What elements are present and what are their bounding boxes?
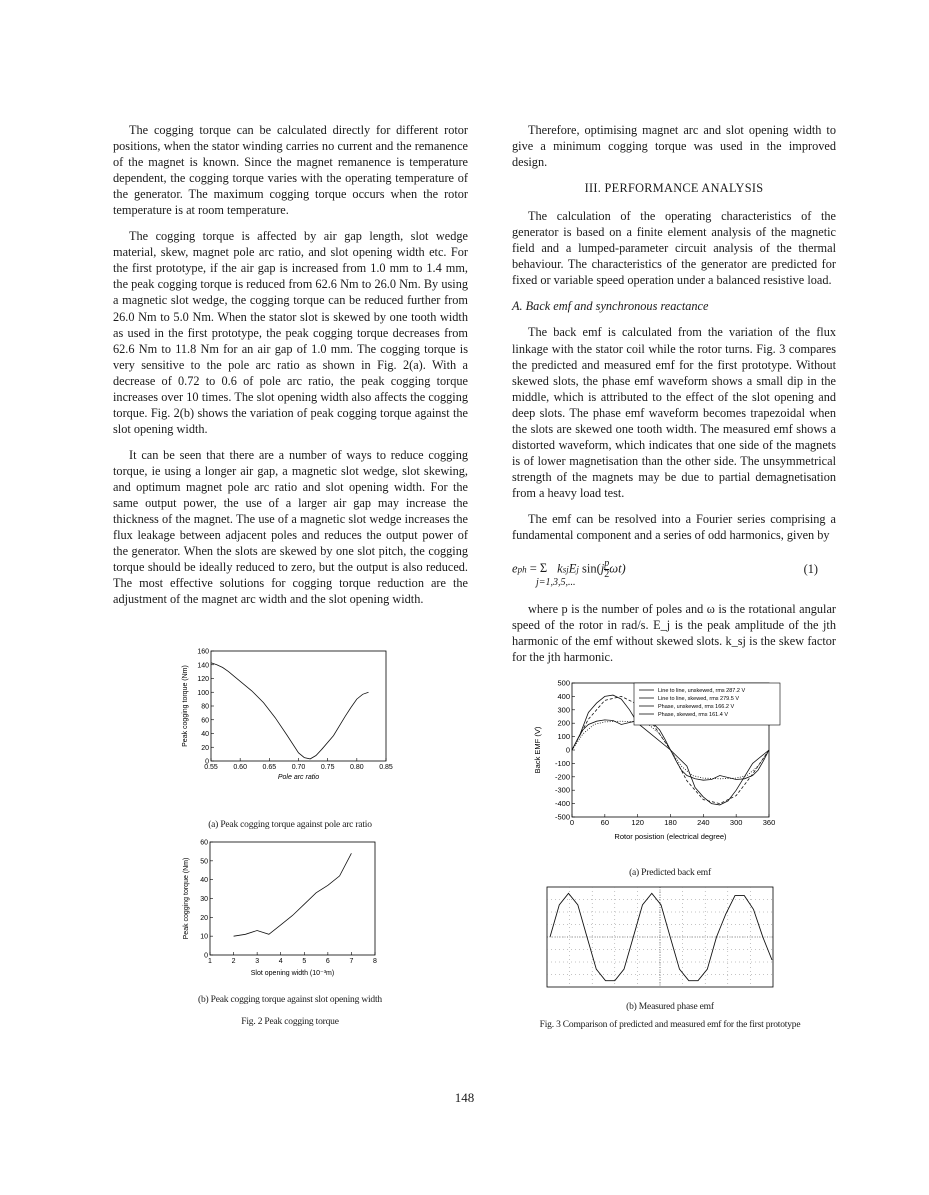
y-tick-label: 40 — [200, 877, 208, 885]
x-tick-label: 4 — [278, 958, 283, 965]
y-tick-label: 10 — [200, 933, 208, 941]
fig3a-chart — [528, 673, 803, 853]
y-tick-label: 80 — [201, 703, 209, 711]
paragraph: It can be seen that there are a number of ways to reduce cogging torque, ie using a longer air gap, a magnetic slot wedge, slot skewing, and optimum magnet pole arc ratio and slot opening width. For the same output power, the use of a larger air gap may increase the thickness of the magnet. The use of a magnetic slot wedge increases the flux leakage between adjacent poles and reduces the output power of the generator. When the slots are skewed by one slot pitch, the cogging torque should be ideally reduced to zero, but the output is also reduced. The most effective solutions for cogging torque reduction are the adjustment of the magnet arc width and the slot opening width. — [113, 447, 468, 607]
y-axis-label: Peak cogging torque (Nm) — [182, 665, 189, 747]
y-tick-label: 500 — [557, 678, 570, 688]
equation-number: (1) — [803, 562, 818, 577]
y-tick-label: -500 — [554, 812, 570, 822]
chart-legend — [634, 683, 780, 725]
y-tick-label: 200 — [557, 718, 570, 728]
x-tick-label: 5 — [302, 958, 307, 965]
paragraph: The emf can be resolved into a Fourier series comprising a fundamental component and a series of odd harmonics, given by — [512, 511, 836, 543]
x-tick-label: 7 — [349, 958, 354, 965]
x-axis-label: Rotor posistion (electrical degree) — [614, 832, 727, 841]
y-tick-label: 0 — [205, 758, 209, 766]
y-tick-label: -100 — [554, 758, 570, 768]
y-tick-label: 400 — [557, 691, 570, 701]
x-tick-label: 60 — [600, 818, 610, 827]
series-line — [211, 663, 369, 759]
y-tick-label: -300 — [554, 785, 570, 795]
legend-label: Phase, unskewed, rms 166.2 V — [658, 704, 735, 710]
x-tick-label: 300 — [729, 818, 743, 827]
y-tick-label: 100 — [557, 732, 570, 742]
plot-frame — [210, 842, 375, 955]
fig2a-chart — [175, 645, 415, 790]
page-number: 148 — [454, 1090, 475, 1105]
subsection-heading: A. Back emf and synchronous reactance — [512, 299, 709, 314]
x-tick-label: 0.75 — [320, 764, 335, 771]
fig3-caption: Fig. 3 Comparison of predicted and measured emf for the first prototype — [539, 1020, 801, 1030]
section-heading: III. PERFORMANCE ANALYSIS — [584, 181, 764, 196]
y-tick-label: 20 — [201, 744, 209, 752]
x-tick-label: 6 — [325, 958, 330, 965]
x-tick-label: 0.80 — [350, 764, 364, 771]
x-tick-label: 1 — [208, 958, 212, 965]
x-tick-label: 8 — [373, 958, 377, 965]
y-axis-label: Peak cogging torque (Nm) — [183, 857, 190, 940]
fig2a-caption: (a) Peak cogging torque against pole arc ratio — [208, 820, 372, 830]
right-column — [512, 122, 836, 675]
y-tick-label: 120 — [197, 676, 209, 683]
y-tick-label: 160 — [197, 648, 209, 656]
y-tick-label: 40 — [201, 731, 209, 738]
fig2b-chart — [180, 836, 420, 981]
x-axis-label: Pole arc ratio — [277, 774, 320, 781]
x-tick-label: 0.60 — [233, 764, 247, 771]
legend-label: Phase, skewed, rms 161.4 V — [658, 712, 729, 718]
y-tick-label: 100 — [197, 689, 209, 697]
fig2b-caption: (b) Peak cogging torque against slot opening width — [198, 995, 382, 1005]
y-tick-label: 60 — [200, 839, 208, 847]
fig2-caption: Fig. 2 Peak cogging torque — [241, 1017, 339, 1027]
x-tick-label: 2 — [231, 958, 236, 965]
equation-body: eph = Σ ksjEj sin(j $\frac{p}{2}$ ωt) — [512, 558, 626, 581]
y-tick-label: 0 — [565, 745, 570, 755]
legend-label: Line to line, unskewed, rms 287.2 V — [658, 688, 746, 694]
paragraph: The back emf is calculated from the variation of the flux linkage with the stator coil while the rotor turns. Fig. 3 compares the predicted and measured emf for the first prototype. Without skewed slots, the phase emf waveform shows a small dip in the middle, which is attributed to the effect of the slot opening and deep slots. The phase emf waveform becomes trapezoidal when the slots are skewed one tooth width. The measured emf shows a distorted waveform, which indicates that one side of the magnets is of lower magnetisation than the other side. The unsymmetrical strength of the magnets may be due to partial demagnetisation from a heavy load test. — [512, 325, 836, 500]
x-tick-label: 0 — [569, 818, 575, 827]
y-tick-label: 140 — [197, 662, 209, 670]
fig3a-caption: (a) Predicted back emf — [629, 868, 711, 878]
y-tick-label: -400 — [554, 799, 570, 809]
x-tick-label: 0.55 — [204, 764, 218, 771]
equation-1 — [512, 553, 836, 597]
x-tick-label: 0.70 — [291, 764, 306, 771]
paragraph: The calculation of the operating characteristics of the generator is based on a finite element analysis of the magnetic field and a lumped-parameter circuit analysis of the thermal behaviour. The characteristics of the generator are predicted for fixed or variable speed operation under a balanced resistive load. — [512, 209, 836, 288]
x-tick-label: 0.85 — [379, 764, 393, 771]
x-tick-label: 3 — [255, 958, 260, 965]
y-tick-label: -200 — [554, 772, 570, 782]
x-tick-label: 120 — [631, 818, 644, 827]
x-tick-label: 240 — [697, 818, 710, 827]
y-tick-label: 20 — [200, 914, 208, 922]
paragraph: The cogging torque is affected by air gap length, slot wedge material, skew, magnet pole arc ratio, and slot opening width etc. For the first prototype, if the air gap is increased from 1.0 mm to 1.4 mm, the peak cogging torque is reduced from 62.6 Nm to 26.0 Nm. By using a magnetic slot wedge, the cogging torque can be reduced further from 26.0 Nm to 5.0 Nm. When the stator slot is skewed by one tooth width as used in the first prototype, the peak cogging torque decreases from 62.6 Nm to 11.8 Nm for an air gap of 1.0 mm. The cogging torque is very sensitive to the pole arc ratio as shown in Fig. 2(a). With a decrease of 0.72 to 0.6 of pole arc ratio, the peak cogging torque increases over 10 times. The slot opening width also affects the cogging torque. Fig. 2(b) shows the variation of peak cogging torque against the slot opening width. — [113, 229, 468, 436]
paragraph: Therefore, optimising magnet arc and slot opening width to give a minimum cogging torque was used in the improved design. — [512, 123, 836, 170]
legend-label: Line to line, skewed, rms 279.5 V — [658, 696, 740, 702]
x-axis-label: Slot opening width (10⁻³m) — [250, 970, 335, 977]
x-tick-label: 180 — [664, 818, 677, 827]
fig3b-caption: (b) Measured phase emf — [626, 1002, 714, 1012]
y-axis-label: Back EMF (V) — [533, 726, 542, 774]
left-column — [113, 122, 468, 617]
x-tick-label: 360 — [762, 818, 776, 827]
paragraph: The cogging torque can be calculated directly for different rotor positions, when the stator winding carries no current and the remanence of the magnet is known. Since the magnet remanence is temperature dependent, the cogging torque varies with the operating temperature of the generator. The maximum cogging torque occurs when the rotor temperature is at room temperature. — [113, 123, 468, 218]
y-tick-label: 0 — [204, 952, 208, 960]
fig3b-oscilloscope — [546, 886, 776, 990]
equation-sum-index: j=1,3,5,... — [536, 577, 576, 589]
plot-frame — [211, 651, 386, 761]
y-tick-label: 300 — [557, 705, 570, 715]
series-line — [572, 721, 769, 779]
y-tick-label: 60 — [201, 717, 209, 725]
y-tick-label: 50 — [200, 858, 208, 866]
paragraph: where p is the number of poles and ω is the rotational angular speed of the rotor in rad/s. E_j is the peak amplitude of the jth harmonic of the emf without skewed slots. k_sj is the skew factor for the jth harmonic. — [512, 602, 836, 665]
x-tick-label: 0.65 — [262, 764, 277, 771]
series-line — [234, 853, 352, 936]
y-tick-label: 30 — [200, 896, 208, 903]
